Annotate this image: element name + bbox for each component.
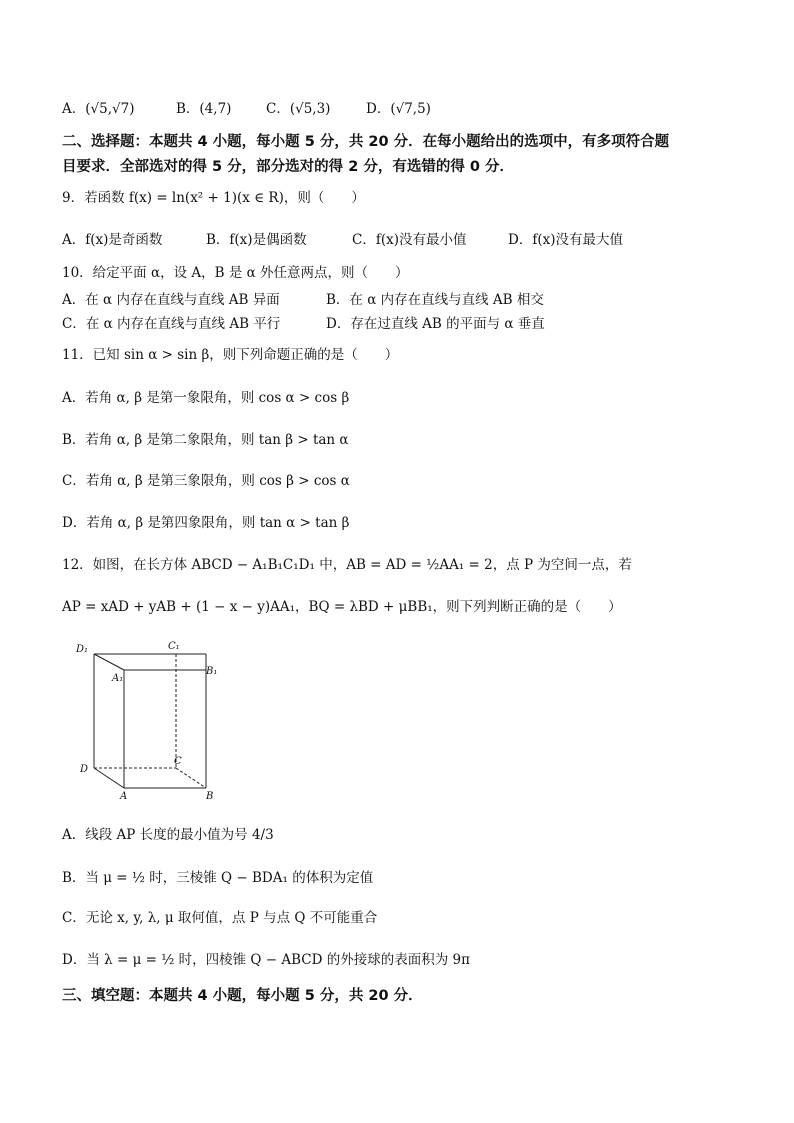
q12-option-c: C．无论 x, y, λ, μ 取何值，点 P 与点 Q 不可能重合 [62, 910, 378, 926]
q9-option-d: D．f(x)没有最大值 [508, 232, 623, 248]
q10-option-a: A．在 α 内存在直线与直线 AB 异面 [62, 292, 280, 308]
label-b: B [206, 791, 214, 800]
section3-heading: 三、填空题：本题共 4 小题，每小题 5 分，共 20 分． [62, 988, 423, 1004]
label-a: A [120, 791, 128, 800]
label-a1: A₁ [112, 673, 124, 684]
q8-option-c: C．(√5,3) [266, 101, 331, 117]
section2-heading-line1: 二、选择题：本题共 4 小题，每小题 5 分，共 20 分．在每小题给出的选项中，有多项符合题 [62, 134, 670, 150]
cuboid-figure [72, 640, 232, 800]
q10-option-c: C．在 α 内存在直线与直线 AB 平行 [62, 316, 281, 332]
q11-option-a: A．若角 α, β 是第一象限角，则 cos α > cos β [62, 390, 350, 406]
label-d1: D₁ [76, 644, 89, 655]
cuboid-diagram [72, 640, 232, 800]
q11-option-c: C．若角 α, β 是第三象限角，则 cos β > cos α [62, 473, 350, 489]
q8-option-a: A．(√5,√7) [62, 101, 135, 117]
section2-heading-line2: 目要求．全部选对的得 5 分，部分选对的得 2 分，有选错的得 0 分． [62, 159, 515, 175]
q10-option-d: D．存在过直线 AB 的平面与 α 垂直 [326, 316, 545, 332]
q10-stem: 10．给定平面 α，设 A，B 是 α 外任意两点，则（ ） [62, 265, 409, 281]
q9-option-c: C．f(x)没有最小值 [352, 232, 467, 248]
label-d: D [80, 764, 89, 775]
q8-option-d: D．(√7,5) [366, 101, 431, 117]
label-c1: C₁ [168, 641, 180, 652]
q12-stem-line1: 12．如图，在长方体 ABCD − A₁B₁C₁D₁ 中，AB = AD = ½AA₁ = 2，点 P 为空间一点，若 [62, 557, 632, 573]
label-c: C [174, 756, 182, 767]
q12-stem-line2: AP = xAD + yAB + (1 − x − y)AA₁，BQ = λBD + μBB₁，则下列判断正确的是（ ） [62, 599, 622, 615]
q9-stem: 9．若函数 f(x) = ln(x² + 1)(x ∈ R)，则（ ） [62, 190, 365, 206]
q10-option-b: B．在 α 内存在直线与直线 AB 相交 [326, 292, 544, 308]
q12-option-a: A．线段 AP 长度的最小值为号 4/3 [62, 827, 274, 843]
q11-option-d: D．若角 α, β 是第四象限角，则 tan α > tan β [62, 515, 350, 531]
q8-option-b: B．(4,7) [176, 101, 232, 117]
q11-option-b: B．若角 α, β 是第二象限角，则 tan β > tan α [62, 432, 349, 448]
q9-option-b: B．f(x)是偶函数 [206, 232, 307, 248]
q12-option-d: D．当 λ = μ = ½ 时，四棱锥 Q − ABCD 的外接球的表面积为 9π [62, 952, 470, 968]
q12-option-b: B．当 μ = ½ 时，三棱锥 Q − BDA₁ 的体积为定值 [62, 870, 374, 886]
label-b1: B₁ [206, 666, 218, 677]
q9-option-a: A．f(x)是奇函数 [62, 232, 163, 248]
q11-stem: 11．已知 sin α > sin β，则下列命题正确的是（ ） [62, 347, 399, 363]
